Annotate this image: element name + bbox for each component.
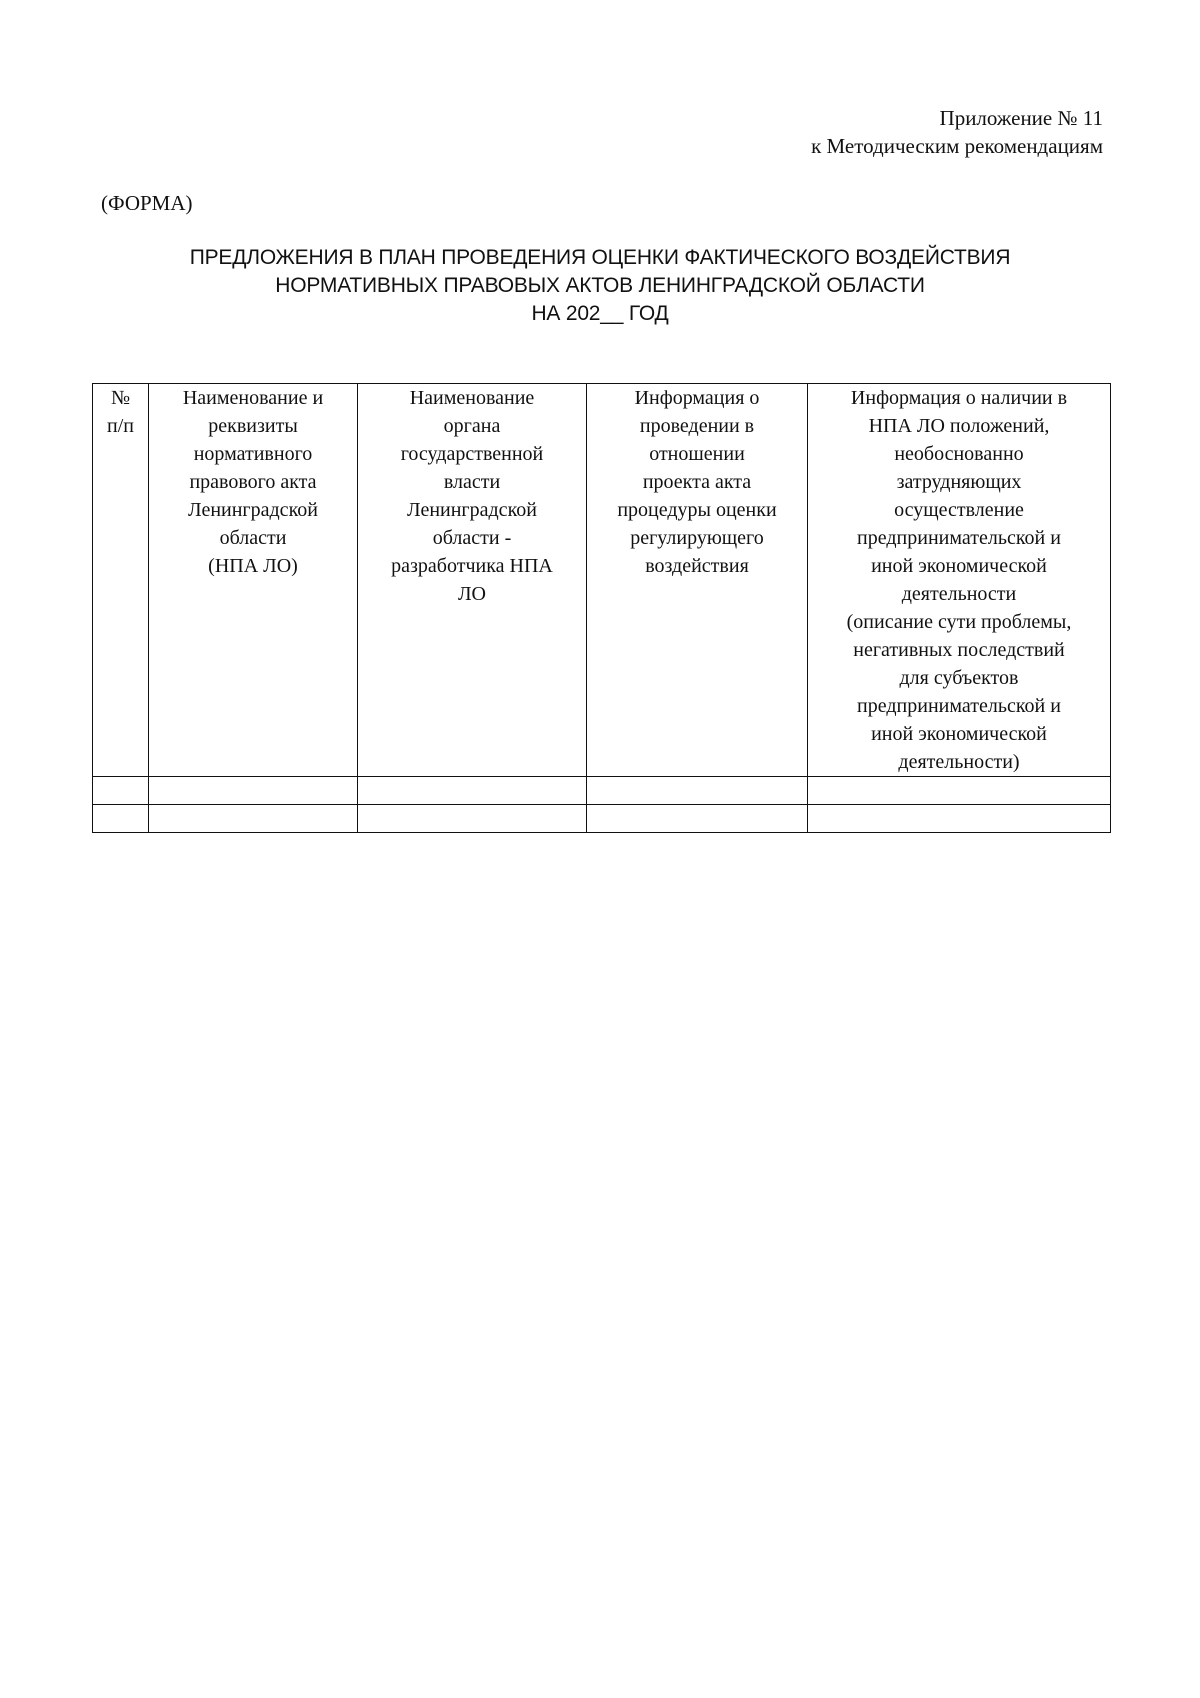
table-row [93,805,1111,833]
table-cell [808,805,1111,833]
header-line: НПА ЛО положений, [868,415,1050,437]
header-line: № [110,387,131,409]
appendix-reference [811,104,1103,160]
header-line: предпринимательской и [857,527,1061,549]
table-cell [358,777,587,805]
header-cell-provisions-info [808,384,1111,777]
appendix-number: Приложение № 11 [939,106,1103,130]
header-line: отношении [649,443,745,465]
header-line: деятельности) [898,751,1020,773]
table-cell [587,805,808,833]
header-cell-number [93,384,149,777]
header-line: Ленинградской [407,499,537,521]
proposals-table-wrapper [92,383,1110,833]
header-line: разработчика НПА [391,555,553,577]
title-line-1: ПРЕДЛОЖЕНИЯ В ПЛАН ПРОВЕДЕНИЯ ОЦЕНКИ ФАКТИЧЕСКОГО ВОЗДЕЙСТВИЯ [189,246,1011,269]
appendix-subtitle: к Методическим рекомендациям [811,134,1103,158]
table-cell [358,805,587,833]
header-cell-act-name [149,384,358,777]
header-line: ЛО [457,583,486,605]
header-line: проведении в [639,415,755,437]
header-line: государственной [400,443,544,465]
title-line-2: НОРМАТИВНЫХ ПРАВОВЫХ АКТОВ ЛЕНИНГРАДСКОЙ ОБЛАСТИ [275,274,925,297]
header-line: проекта акта [642,471,752,493]
header-line: деятельности [901,583,1017,605]
header-cell-authority [358,384,587,777]
header-line: органа [443,415,501,437]
document-title [92,244,1108,328]
header-line: Информация о наличии в [850,387,1068,409]
header-line: нормативного [193,443,313,465]
header-line: Ленинградской [188,499,318,521]
header-line: иной экономической [871,723,1047,745]
header-line: для субъектов [899,667,1019,689]
header-line: правового акта [189,471,317,493]
header-line: п/п [107,415,134,437]
header-line: затрудняющих [896,471,1022,493]
table-cell [93,805,149,833]
header-line: области [219,527,287,549]
header-line: (описание сути проблемы, [846,611,1072,633]
proposals-table [92,383,1111,833]
table-cell [149,777,358,805]
header-line: регулирующего [630,527,764,549]
header-line: реквизиты [208,415,298,437]
table-row [93,777,1111,805]
header-line: Наименование и [182,387,324,409]
header-line: осуществление [894,499,1024,521]
header-cell-ria-info [587,384,808,777]
header-line: Информация о [634,387,760,409]
header-line: (НПА ЛО) [208,555,298,577]
header-line: процедуры оценки [617,499,777,521]
header-line: Наименование [409,387,535,409]
table-cell [149,805,358,833]
title-line-3: НА 202__ ГОД [531,302,669,325]
form-label: (ФОРМА) [101,191,193,215]
table-cell [93,777,149,805]
header-line: негативных последствий [853,639,1065,661]
header-line: воздействия [645,555,749,577]
header-line: области - [432,527,512,549]
table-header-row [93,384,1111,777]
header-line: власти [443,471,501,493]
table-cell [808,777,1111,805]
header-line: иной экономической [871,555,1047,577]
table-cell [587,777,808,805]
header-line: предпринимательской и [857,695,1061,717]
header-line: необоснованно [894,443,1024,465]
